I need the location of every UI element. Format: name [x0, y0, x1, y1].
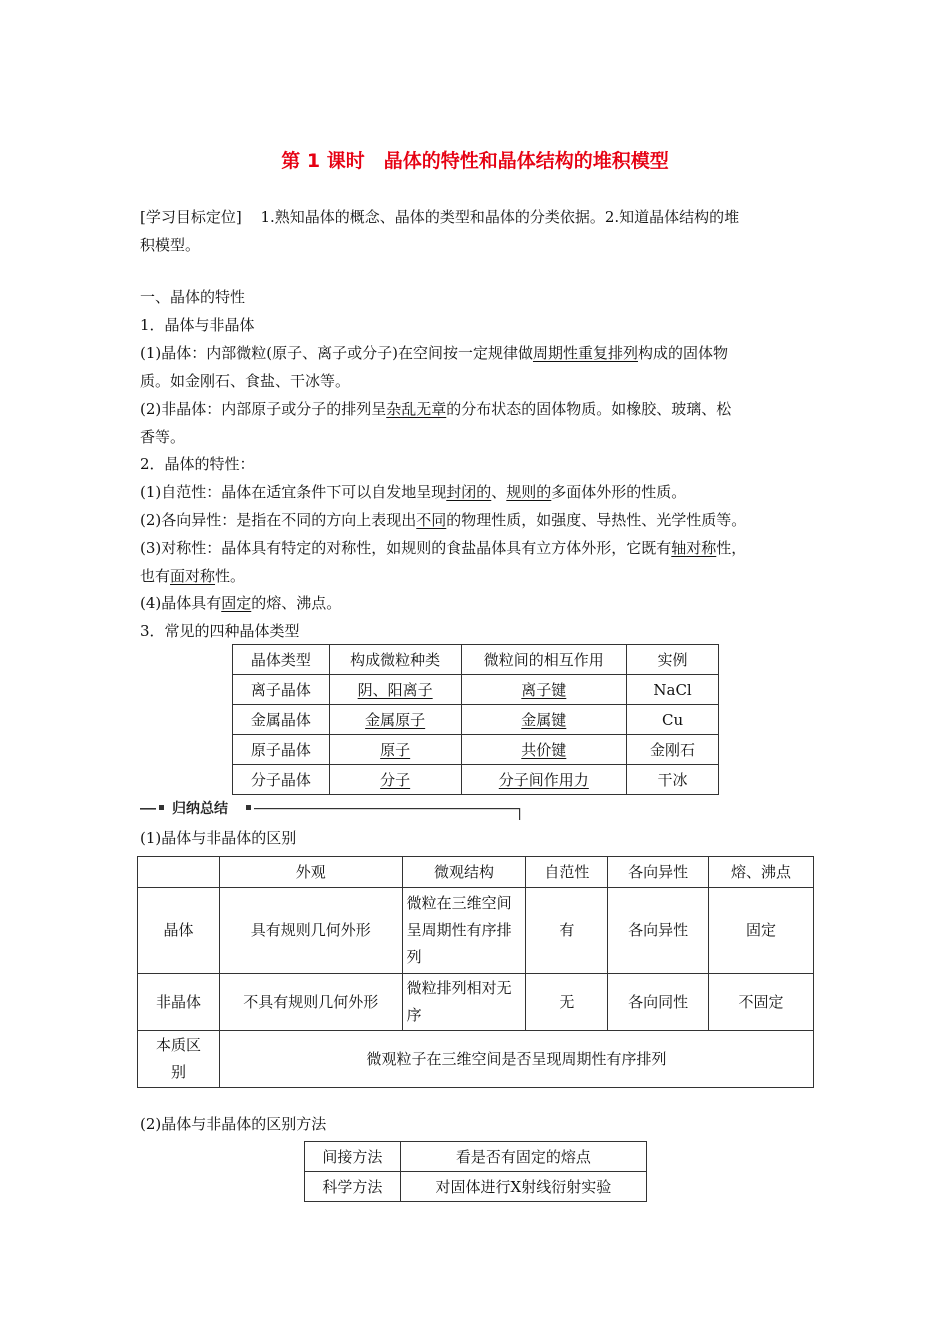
blank-answer: 不同 — [416, 511, 447, 529]
blank-answer: 封闭的 — [446, 483, 492, 501]
text: (4)晶体具有 — [140, 594, 222, 612]
table-cell: 微粒排列相对无序 — [402, 974, 526, 1031]
table-cell: 无 — [526, 974, 608, 1031]
table-row — [138, 1031, 814, 1088]
table-cell — [329, 765, 461, 795]
header-cell — [138, 857, 220, 888]
table-row — [305, 1172, 647, 1202]
table-cell: 分子晶体 — [233, 765, 330, 795]
amorphous-definition — [140, 400, 731, 418]
property-4 — [140, 594, 341, 612]
blank-answer: 原子 — [380, 741, 411, 759]
summary-label: 归纳总结 — [172, 801, 228, 817]
table-cell: 各向同性 — [608, 974, 709, 1031]
section-heading: 一、晶体的特性 — [140, 288, 246, 306]
blank-answer: 离子键 — [521, 681, 567, 699]
blank-answer: 面对称 — [170, 567, 216, 585]
method-caption: (2)晶体与非晶体的区别方法 — [140, 1115, 327, 1133]
table-cell: 金属晶体 — [233, 705, 330, 735]
header-cell: 构成微粒种类 — [329, 645, 461, 675]
table-cell: 各向异性 — [608, 888, 709, 974]
table-cell: 不固定 — [709, 974, 814, 1031]
table-row — [138, 888, 814, 974]
text: (2)各向异性：是指在不同的方向上表现出 — [140, 511, 417, 529]
text: (1)晶体：内部微粒(原子、离子或分子)在空间按一定规律做 — [140, 344, 533, 362]
property-2 — [140, 511, 746, 529]
text: 的物理性质，如强度、导热性、光学性质等。 — [446, 511, 747, 529]
blank-answer: 金属原子 — [365, 711, 426, 729]
table-cell: 非晶体 — [138, 974, 220, 1031]
blank-answer: 金属键 — [521, 711, 567, 729]
blank-answer: 分子间作用力 — [498, 771, 589, 789]
text: 也有 — [140, 567, 171, 585]
header-cell: 外观 — [219, 857, 402, 888]
table-cell: Cu — [627, 705, 719, 735]
blank-answer: 规则的 — [506, 483, 552, 501]
table-cell: 固定 — [709, 888, 814, 974]
property-1 — [140, 483, 686, 501]
text: 的熔、沸点。 — [251, 594, 342, 612]
table-row — [305, 1142, 647, 1172]
text: (3)对称性：晶体具有特定的对称性，如规则的食盐晶体具有立方体外形，它既有 — [140, 539, 672, 557]
table-cell: 间接方法 — [305, 1142, 401, 1172]
table-cell: 微粒在三维空间呈周期性有序排列 — [402, 888, 526, 974]
header-cell: 微粒间的相互作用 — [461, 645, 627, 675]
blank-answer: 共价键 — [521, 741, 567, 759]
table-cell: 本质区别 — [138, 1031, 220, 1088]
text: 构成的固体物 — [637, 344, 728, 362]
table-cell: 有 — [526, 888, 608, 974]
header-cell: 各向异性 — [608, 857, 709, 888]
text: 多面体外形的性质。 — [551, 483, 687, 501]
table-cell: 干冰 — [627, 765, 719, 795]
goals-line1: 1.熟知晶体的概念、晶体的类型和晶体的分类依据。2.知道晶体结构的堆 — [260, 208, 740, 226]
text: 性， — [716, 539, 747, 557]
text: (1)自范性：晶体在适宜条件下可以自发地呈现 — [140, 483, 447, 501]
header-cell: 实例 — [627, 645, 719, 675]
table-cell: 科学方法 — [305, 1172, 401, 1202]
table-cell: 看是否有固定的熔点 — [400, 1142, 646, 1172]
table-row — [138, 974, 814, 1031]
crystal-definition-cont: 质。如金刚石、食盐、干冰等。 — [140, 372, 351, 390]
compare-caption: (1)晶体与非晶体的区别 — [140, 829, 297, 847]
table-cell: NaCl — [627, 675, 719, 705]
text: 的分布状态的固体物质。如橡胶、玻璃、松 — [446, 400, 732, 418]
table-cell — [329, 735, 461, 765]
table-cell: 微观粒子在三维空间是否呈现周期性有序排列 — [219, 1031, 813, 1088]
property-3-cont — [140, 567, 245, 585]
summary-banner — [140, 798, 522, 820]
table-cell — [461, 735, 627, 765]
table-cell — [329, 705, 461, 735]
table-cell: 不具有规则几何外形 — [219, 974, 402, 1031]
table-row — [233, 675, 719, 705]
crystal-definition — [140, 344, 728, 362]
table-cell: 具有规则几何外形 — [219, 888, 402, 974]
table-row — [233, 705, 719, 735]
table-row — [233, 765, 719, 795]
table-cell — [461, 765, 627, 795]
table-cell: 晶体 — [138, 888, 220, 974]
amorphous-definition-cont: 香等。 — [140, 428, 186, 446]
table-header-row — [138, 857, 814, 888]
table-cell: 离子晶体 — [233, 675, 330, 705]
table-cell — [461, 705, 627, 735]
subheading-1: 1．晶体与非晶体 — [140, 316, 255, 334]
table-cell: 原子晶体 — [233, 735, 330, 765]
table-row — [233, 735, 719, 765]
header-cell: 熔、沸点 — [709, 857, 814, 888]
table-cell: 金刚石 — [627, 735, 719, 765]
table-cell — [329, 675, 461, 705]
text: (2)非晶体：内部原子或分子的排列呈 — [140, 400, 387, 418]
property-3 — [140, 539, 746, 557]
text: 、 — [491, 483, 507, 501]
header-cell: 晶体类型 — [233, 645, 330, 675]
header-cell: 微观结构 — [402, 857, 526, 888]
blank-answer: 分子 — [380, 771, 411, 789]
subheading-3: 3．常见的四种晶体类型 — [140, 622, 300, 640]
comparison-table — [137, 856, 814, 1088]
header-cell: 自范性 — [526, 857, 608, 888]
goals-line2: 积模型。 — [140, 236, 201, 254]
crystal-types-table — [232, 644, 719, 795]
blank-answer: 杂乱无章 — [386, 400, 447, 418]
learning-goals — [140, 208, 739, 226]
blank-answer: 周期性重复排列 — [532, 344, 638, 362]
page-title: 第 1 课时 晶体的特性和晶体结构的堆积模型 — [281, 150, 669, 172]
table-header-row — [233, 645, 719, 675]
goals-label: [学习目标定位] — [140, 208, 242, 226]
blank-answer: 轴对称 — [671, 539, 717, 557]
table-cell — [461, 675, 627, 705]
text: 性。 — [215, 567, 246, 585]
subheading-2: 2．晶体的特性： — [140, 455, 255, 473]
table-cell: 对固体进行X射线衍射实验 — [400, 1172, 646, 1202]
blank-answer: 阴、阳离子 — [357, 681, 433, 699]
method-table — [304, 1141, 647, 1202]
blank-answer: 固定 — [221, 594, 252, 612]
